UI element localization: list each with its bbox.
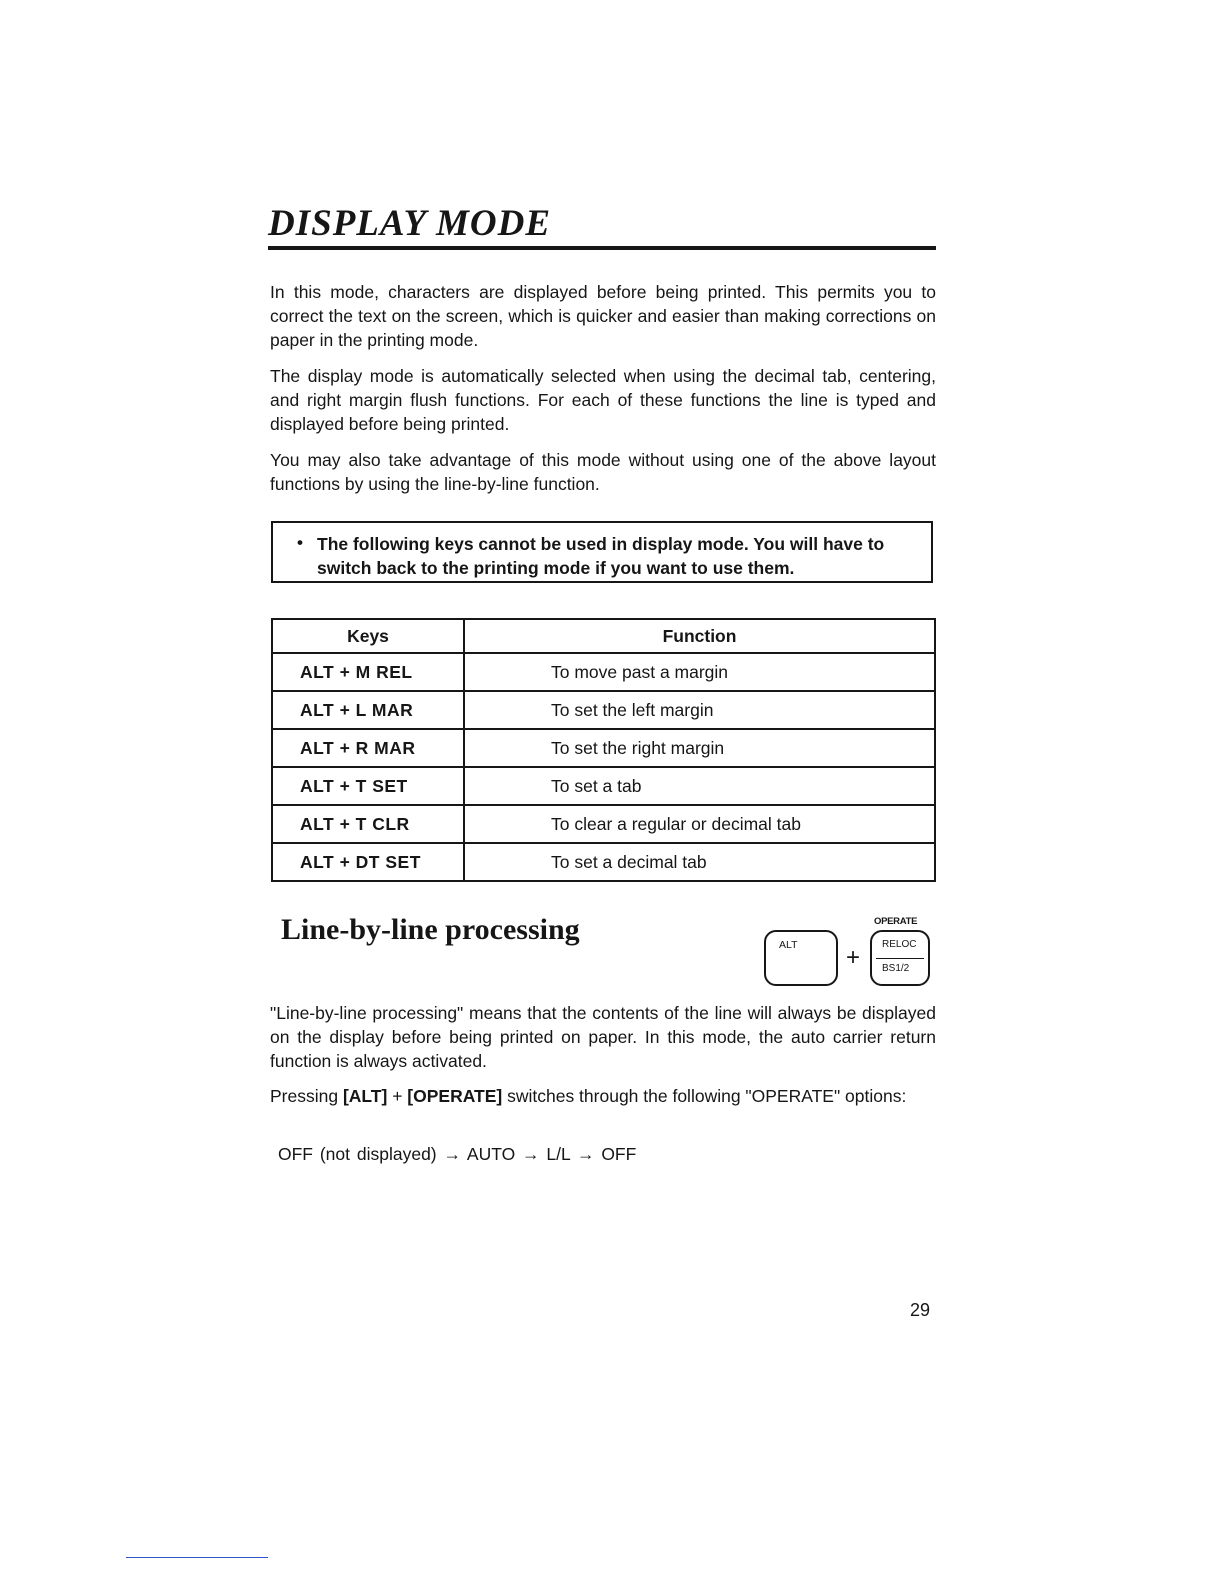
operate-caption: OPERATE bbox=[874, 916, 918, 927]
function-cell: To set the right margin bbox=[464, 729, 935, 767]
bullet-icon: • bbox=[297, 533, 303, 552]
key-function-table bbox=[271, 618, 936, 882]
table-row bbox=[272, 767, 935, 805]
operate-key-icon bbox=[870, 930, 930, 986]
page-number: 29 bbox=[910, 1300, 931, 1320]
table-header-row bbox=[272, 619, 935, 653]
text-run: Pressing bbox=[270, 1086, 343, 1106]
notice-box bbox=[271, 521, 933, 583]
table-row bbox=[272, 691, 935, 729]
function-cell: To set the left margin bbox=[464, 691, 935, 729]
operate-key-top-label: RELOC bbox=[882, 939, 917, 950]
page-title: DISPLAY MODE bbox=[268, 204, 936, 250]
footer-divider bbox=[126, 1557, 268, 1558]
alt-key-label: ALT bbox=[779, 939, 798, 951]
operate-options-sequence: OFF (not displayed) → AUTO → L/L → OFF bbox=[278, 1144, 637, 1164]
keys-column-header: Keys bbox=[272, 619, 464, 653]
text-run: + bbox=[387, 1086, 408, 1106]
key-cell: ALT + DT SET bbox=[272, 843, 464, 881]
table-row bbox=[272, 805, 935, 843]
key-combination-illustration bbox=[764, 916, 944, 990]
table-row bbox=[272, 729, 935, 767]
table-row bbox=[272, 843, 935, 881]
notice-text: The following keys cannot be used in display mode. You will have to switch back to the printing mode if you want to use them. bbox=[317, 534, 885, 578]
section-title: Line-by-line processing bbox=[281, 913, 580, 946]
table-row bbox=[272, 653, 935, 691]
key-cell: ALT + M REL bbox=[272, 653, 464, 691]
intro-paragraph: You may also take advantage of this mode without using one of the above layout functions by using the line-by-line function. bbox=[270, 450, 936, 494]
function-column-header: Function bbox=[464, 619, 935, 653]
plus-icon: + bbox=[846, 944, 861, 971]
body-paragraph: "Line-by-line processing" means that the contents of the line will always be displayed on the display before being printed on paper. In this mode, the auto carrier return function is always activated. bbox=[270, 1003, 936, 1071]
operate-key-reference: [OPERATE] bbox=[407, 1086, 503, 1106]
intro-section bbox=[270, 280, 936, 508]
operate-key-bottom-label: BS1/2 bbox=[882, 963, 910, 974]
key-cell: ALT + T CLR bbox=[272, 805, 464, 843]
key-cell: ALT + R MAR bbox=[272, 729, 464, 767]
keycap-divider bbox=[876, 958, 924, 959]
intro-paragraph: The display mode is automatically selected when using the decimal tab, centering, and right margin flush functions. For each of these functions the line is typed and displayed before being printed. bbox=[270, 366, 936, 434]
intro-paragraph: In this mode, characters are displayed before being printed. This permits you to correct the text on the screen, which is quicker and easier than making corrections on paper in the printing mode. bbox=[270, 282, 936, 350]
key-cell: ALT + T SET bbox=[272, 767, 464, 805]
alt-key-reference: [ALT] bbox=[342, 1086, 388, 1106]
function-cell: To set a tab bbox=[464, 767, 935, 805]
function-cell: To set a decimal tab bbox=[464, 843, 935, 881]
body-paragraph bbox=[270, 1084, 936, 1108]
function-cell: To clear a regular or decimal tab bbox=[464, 805, 935, 843]
key-cell: ALT + L MAR bbox=[272, 691, 464, 729]
text-run: switches through the following "OPERATE" options: bbox=[502, 1086, 907, 1106]
alt-key-icon bbox=[764, 930, 838, 986]
line-by-line-body bbox=[270, 1001, 936, 1119]
function-cell: To move past a margin bbox=[464, 653, 935, 691]
